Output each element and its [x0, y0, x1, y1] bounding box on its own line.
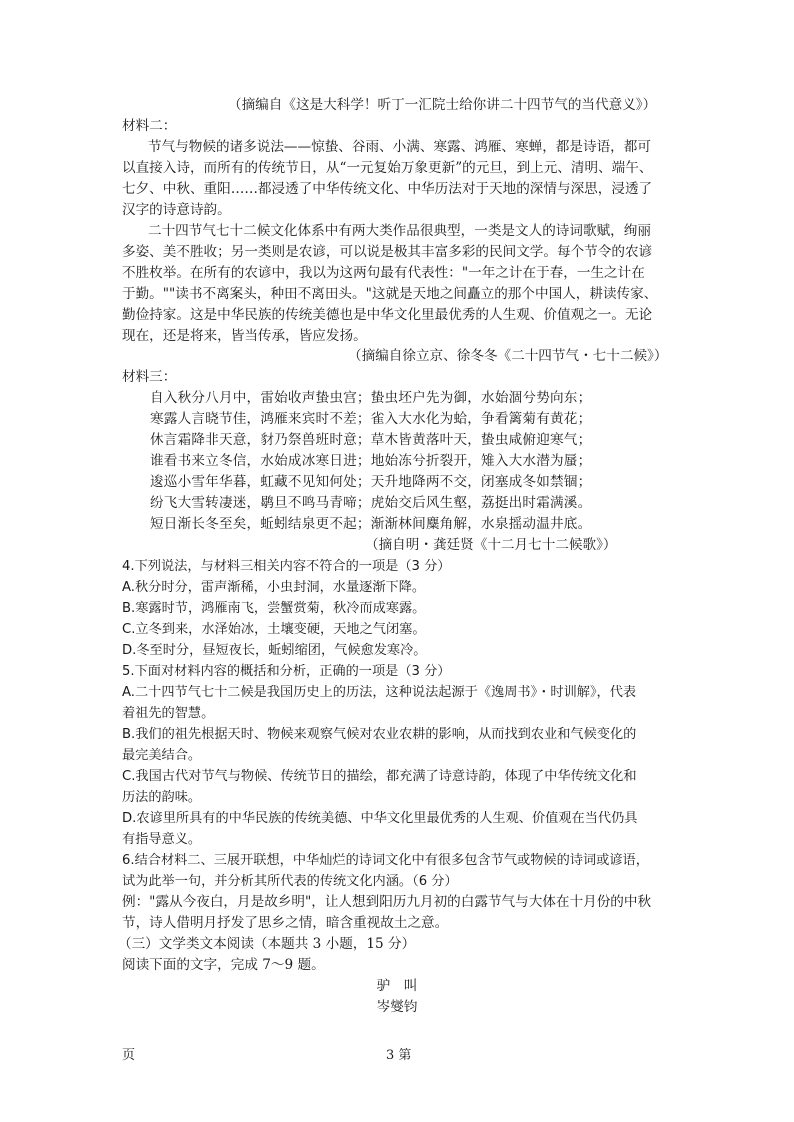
question-5-option-line: D.农谚里所具有的中华民族的传统美德、中华文化里最优秀的人生观、价值观在当代仍具	[122, 811, 638, 826]
question-5-option-line: 着祖先的智慧。	[122, 706, 215, 721]
paragraph-line: 节气与物候的诸多说法——惊蛰、谷雨、小满、寒露、鸿雁、寒蝉，都是诗语，都可	[148, 139, 651, 155]
question-4-stem: 4.下列说法，与材料三相关内容不符合的一项是（3 分）	[122, 559, 451, 574]
poem-line: 谁看书来立冬信，水始成冰寒日进；地始冻兮折裂开，雉入大水潜为蜃；	[150, 453, 592, 469]
question-4-option-b: B.寒露时节，鸿雁南飞，尝蟹赏菊，秋冷而成寒露。	[122, 601, 426, 616]
footer-label: 页	[122, 1048, 136, 1063]
question-4-option-d: D.冬至时分，昼短夜长，蚯蚓缩团，气候愈发寒冷。	[122, 643, 427, 658]
page-number: 3 第	[386, 1048, 412, 1063]
poem-line: 寒露人言晓节佳，鸿雁来宾时不差；雀入大水化为蛤，争看篱菊有黄花；	[150, 411, 592, 427]
material-2-heading: 材料二：	[122, 118, 177, 134]
poem-line: 自入秋分八月中，雷始收声蛰虫宫；蛰虫坯户先为御，水始涸兮势向东；	[150, 390, 592, 406]
source-citation-2: （摘编自徐立京、徐冬冬《二十四节气・七十二候》）	[348, 348, 668, 364]
source-citation-3: （摘自明・龚廷贤《十二月七十二候歌》）	[365, 537, 617, 553]
question-5-option-line: B.我们的祖先根据天时、物候来观察气候对农业农耕的影响，从而找到农业和气候变化的	[122, 727, 637, 742]
poem-line: 逡巡小雪年华暮，虹藏不见知何处；天升地降两不交，闭塞成冬如禁锢；	[150, 474, 592, 490]
paragraph-line: 汉字的诗意诗韵。	[122, 202, 231, 218]
question-6-example: 节，诗人借明月抒发了思乡之情，暗含重视故土之意。	[122, 915, 449, 931]
story-author: 岑燮钧	[376, 999, 418, 1015]
paragraph-line: 多姿、美不胜收；另一类则是农谚，可以说是极其丰富多彩的民间文学。每个节令的农谚	[122, 244, 653, 260]
question-5-option-line: 历法的韵味。	[122, 790, 202, 805]
question-4-option-a: A.秋分时分，雷声渐稀，小虫封洞，水量逐渐下降。	[122, 580, 426, 595]
paragraph-line: 七夕、中秋、重阳……都浸透了中华传统文化、中华历法对于天地的深情与深思，浸透了	[122, 181, 653, 197]
section-heading: （三）文学类文本阅读（本题共 3 小题，15 分）	[118, 936, 416, 952]
poem-line: 休言霜降非天意，豺乃祭兽班时意；草木皆黄落叶天，蛰虫咸俯迎寒气；	[150, 432, 592, 448]
question-6-stem: 6.结合材料二、三展开联想，中华灿烂的诗词文化中有很多包含节气或物候的诗词或谚语，	[122, 853, 649, 868]
material-3-heading: 材料三：	[122, 369, 177, 385]
paragraph-line: 不胜枚举。在所有的农谚中，我以为这两句最有代表性："一年之计在于春，一生之计在	[122, 265, 645, 281]
paragraph-line: 现在，还是将来，皆当传承，皆应发扬。	[122, 328, 367, 344]
question-5-option-line: C.我国古代对节气与物候、传统节日的描绘，都充满了诗意诗韵，体现了中华传统文化和	[122, 769, 637, 784]
question-5-stem: 5.下面对材料内容的概括和分析，正确的一项是（3 分）	[122, 664, 451, 679]
question-5-option-line: A.二十四节气七十二候是我国历史上的历法，这种说法起源于《逸周书》・时训解》，代表	[122, 685, 637, 700]
paragraph-line: 以直接入诗，而所有的传统节日，从“一元复始万象更新”的元旦，到上元、清明、端午、	[122, 160, 653, 176]
reading-instruction: 阅读下面的文字，完成 7～9 题。	[122, 957, 325, 973]
question-6-stem: 试为此举一句，并分析其所代表的传统文化内涵。（6 分）	[122, 874, 458, 889]
paragraph-line: 勤俭持家。这是中华民族的传统美德也是中华文化里最优秀的人生观、价值观之一。无论	[122, 307, 653, 323]
poem-line: 纷飞大雪转凄迷，鹖旦不鸣马青啼；虎始交后风生壑，荔挺出时霜满溪。	[150, 495, 592, 511]
poem-line: 短日渐长冬至矣，蚯蚓结泉更不起；渐渐林间麋角解，水泉摇动温井底。	[150, 516, 592, 532]
question-5-option-line: 有指导意义。	[122, 832, 202, 847]
paragraph-line: 二十四节气七十二候文化体系中有两大类作品很典型，一类是文人的诗词歌赋，绚丽	[148, 223, 651, 239]
question-4-option-c: C.立冬到来，水泽始冰，土壤变硬，天地之气闭塞。	[122, 622, 426, 637]
question-6-example: 例："露从今夜白，月是故乡明"，让人想到阳历九月初的白露节气与大体在十月份的中秋	[122, 894, 652, 910]
source-citation-1: （摘编自《这是大科学！听丁一汇院士给你讲二十四节气的当代意义》）	[228, 97, 657, 113]
story-title: 驴 叫	[376, 978, 418, 994]
paragraph-line: 于勤。""读书不离案头，种田不离田头。"这就是天地之间矗立的那个中国人，耕读传家、	[122, 286, 658, 302]
question-5-option-line: 最完美结合。	[122, 748, 202, 763]
